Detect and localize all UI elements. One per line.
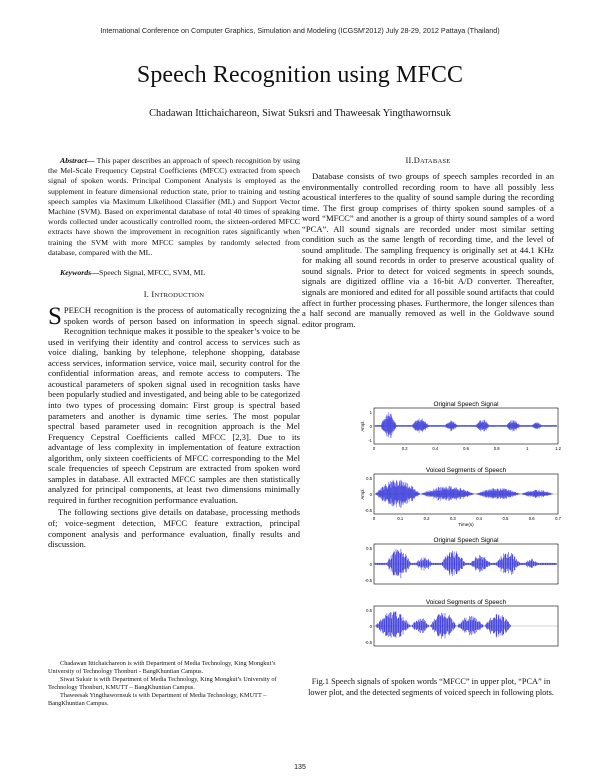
drop-cap: S [48,303,62,331]
paper-authors: Chadawan Ittichaichareon, Siwat Suksri and Thaweesak Yingthawornsuk [149,108,451,119]
abstract [48,156,300,258]
y-tick-label: 0 [369,562,372,567]
x-tick-label: 0.8 [493,446,500,451]
section-heading-introduction [48,290,300,299]
x-tick-label: 0.6 [463,446,469,451]
x-tick-label: 0.6 [528,516,535,521]
x-tick-label: 1.2 [555,446,561,451]
x-tick-label: 0.5 [502,516,509,521]
keywords-text: Speech Signal, MFCC, SVM, ML [99,268,206,278]
x-tick-label: 0.7 [555,516,561,521]
y-tick-label: 0 [369,624,372,629]
x-tick-label: 0.3 [449,516,456,521]
paper-title: Speech Recognition using MFCC [136,62,464,88]
footnotes [48,660,300,709]
speech-signal-plots [358,398,568,660]
waveform-series [375,611,556,638]
y-tick-label: -1 [368,438,372,443]
waveform-series [375,412,557,438]
plot-title: Original Speech Signal [433,537,499,544]
y-tick-label: -0.5 [364,578,372,583]
intro-paragraph-2: The following sections give details on database, processing methods of; voice-segment detection, MFCC feature extraction, principal component analysis and performance evaluation, finally results and discussion. [48,507,300,550]
right-column [302,156,554,329]
x-tick-label: 0.4 [476,516,483,521]
x-tick-label: 0 [372,446,376,451]
plot-title: Voiced Segments of Speech [425,467,507,474]
left-column [48,156,300,550]
section-title-rest: NTRODUCTION [154,292,205,300]
y-tick-label: -0.5 [364,640,372,645]
page-number: 135 [294,764,306,771]
keywords-dash: — [91,268,99,278]
intro-paragraph-1-text: PEECH recognition is the process of automatically recognizing the spoken words of person based on information in speech signal. Recognition technique makes it possible to the speaker’s voice to be used in verifying their identity and control access to services such as voice dialing, banking by telephone, telephone shopping, database access services, information service, voice mail, security control for the confidential information areas, and remote access to computers. The acoustical parameters of spoken signal used in recognition tasks have been popularly studied and investigated, and being able to be categorized into two types of processing domain: First group is spectral based parameters and another is dynamic time series. The most popular spectral based parameter used in recognition approach is the Mel Frequency Cepstral Coefficients called MFCC [2,3]. Due to its advantage of less complexity in implementation of feature extraction algorithm, only sixteen coefficients of MFCC corresponding to the Mel scale frequencies of speech Cepstrum are extracted from spoken word samples in database. All extracted MFCC samples are then statistically analyzed for principal components, at least two dimensions minimally required in further recognition performance evaluation. [48,305,300,505]
intro-paragraph-1 [48,305,300,505]
x-axis-label: Time(s) [458,522,474,527]
footnote-2: Siwat Suksir is with Department of Media Technology, King Mongkut’s University of Technology Thonburi, KMUTT – BangKhuntian Campus. [48,676,277,692]
plot-title: Voiced Segments of Speech [425,599,507,606]
x-tick-label: 0 [372,516,376,521]
abstract-label: Abstract— [60,156,95,165]
waveform-series [375,480,557,508]
x-tick-label: 0.4 [432,446,439,451]
footnote-1: Chadawan Ittichaichareon is with Department of Media Technology, King Mongkut’s University of Technology Thonburi - BangKhuntian Campus. [48,660,276,676]
y-tick-label: 0.5 [366,546,372,551]
figure-caption: Fig.1 Speech signals of spoken words “MFCC” in upper plot, “PCA” in lower plot, and the detected segments of voiced speech in following plots. [308,677,554,697]
plot-title: Original Speech Signal [433,401,499,408]
waveform-series [375,549,556,578]
x-tick-label: 1 [526,446,529,451]
conference-header: International Conference on Computer Graphics, Simulation and Modeling (ICGSM'2012) July 28-29, 2012 Pattaya (Thailand) [100,26,500,35]
y-tick-label: 0 [369,424,372,429]
footnote-3: Thaweesak Yingthawornsuk is with Department of Media Technology, KMUTT – BangKhuntian Campus. [48,692,267,708]
y-tick-label: 0.5 [366,608,372,613]
section-numeral: II.D [405,156,420,165]
section-numeral: I. I [143,290,155,300]
figure-1 [358,398,568,660]
database-paragraph: Database consists of two groups of speech samples recorded in an environmentally controlled recording room to have all possibly less acoustical interferes to the quality of sound sample during the recording time. The first group comprises of thirty spoken sound samples of a word “MFCC” and another is a group of thirty sound samples of a word “PCA”. All sound signals are recorded under most similar setting condition such as the same length of recording time, and the level of sound amplitude. The sampling frequency is originally set at 44.1 KHz for making all sound records in order to preserve acoustical quality of sound signals. Prior to detect for voiced segments in speech sounds, signals are digitized offline via a 16-bit A/D converter. Thereafter, signals are moniored and edited for all possible sound artifacts that could affect in further processing phases. Furthermore, the longer silences than a half second are manually removed as well in the Goldwave sound editor program. [302,171,554,329]
keywords-label: Keywords [60,268,92,278]
y-tick-label: 1 [369,410,372,415]
y-axis-label: Ampl. [360,420,365,432]
x-tick-label: 0.2 [401,446,408,451]
y-axis-label: Ampl. [360,488,365,500]
section-title-rest: ATABASE [419,158,451,165]
x-tick-label: 0.2 [423,516,430,521]
y-tick-label: 0 [369,492,372,497]
y-tick-label: 0.5 [366,476,372,481]
abstract-text: This paper describes an approach of speech recognition by using the Mel-Scale Frequency Cepstral Coefficients (MFCC) extracted from speech signal of spoken words. Principal Component Analysis is employed as the supplement in feature dimensional reduction state, prior to training and testing speech samples via Maximum Likelihood Classifier (ML) and Support Vector Machine (SVM). Based on experimental database of total 40 times of speaking words collected under acoustically controlled room, the sixteen-ordered MFCC extracts have shown the improvement in recognition rates significantly when training the SVM with more MFCC samples by randomly selected from database, compared with the ML. [48,156,300,257]
y-tick-label: -0.5 [364,508,372,513]
section-heading-database [302,156,554,165]
keywords [48,268,300,278]
x-tick-label: 0.1 [397,516,404,521]
